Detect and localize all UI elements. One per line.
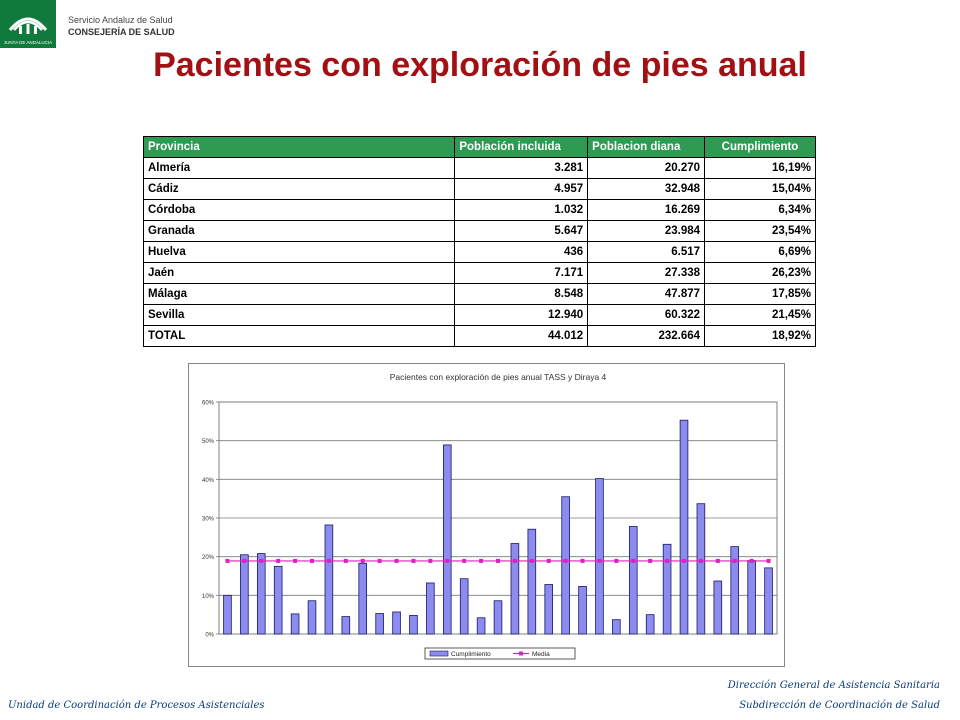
point-media <box>716 559 720 563</box>
bar-cumplimiento <box>240 555 248 634</box>
footer-subdireccion: Subdirección de Coordinación de Salud <box>739 700 940 711</box>
cell-provincia: TOTAL <box>144 326 455 347</box>
page-title: Pacientes con exploración de pies anual <box>153 46 807 84</box>
bar-cumplimiento <box>646 615 654 634</box>
cell-poblacion-diana: 60.322 <box>588 305 705 326</box>
legend-swatch-cumplimiento <box>430 651 448 656</box>
footer-unit: Unidad de Coordinación de Procesos Asistenciales <box>8 700 265 711</box>
bar-cumplimiento <box>308 601 316 634</box>
bar-cumplimiento <box>680 420 688 634</box>
table-row <box>144 179 816 200</box>
table-row <box>144 305 816 326</box>
header-cumplimiento: Cumplimiento <box>705 137 816 158</box>
point-media <box>293 559 297 563</box>
bar-cumplimiento <box>697 504 705 634</box>
bar-cumplimiento <box>714 581 722 634</box>
cell-poblacion-incluida: 8.548 <box>455 284 588 305</box>
cell-cumplimiento: 26,23% <box>705 263 816 284</box>
point-media <box>581 559 585 563</box>
point-media <box>631 559 635 563</box>
y-tick-label: 50% <box>201 439 214 446</box>
point-media <box>530 559 534 563</box>
cell-poblacion-incluida: 1.032 <box>455 200 588 221</box>
bar-cumplimiento <box>342 617 350 634</box>
cell-cumplimiento: 16,19% <box>705 158 816 179</box>
cell-poblacion-diana: 23.984 <box>588 221 705 242</box>
cell-poblacion-incluida: 12.940 <box>455 305 588 326</box>
point-media <box>445 559 449 563</box>
header-poblacion-diana: Poblacion diana <box>588 137 705 158</box>
table-header-row <box>144 137 816 158</box>
table-row <box>144 158 816 179</box>
point-media <box>344 559 348 563</box>
cell-cumplimiento: 15,04% <box>705 179 816 200</box>
bar-cumplimiento <box>596 479 604 634</box>
chart-svg <box>189 364 784 666</box>
point-media <box>767 559 771 563</box>
legend-marker-media <box>519 652 523 656</box>
junta-logo-icon <box>0 0 56 48</box>
bar-cumplimiento <box>443 445 451 634</box>
table-row <box>144 242 816 263</box>
bar-cumplimiento <box>460 579 468 634</box>
cell-cumplimiento: 6,69% <box>705 242 816 263</box>
y-tick-label: 20% <box>201 555 214 562</box>
point-media <box>395 559 399 563</box>
point-media <box>361 559 365 563</box>
junta-logo <box>0 0 56 48</box>
cell-poblacion-incluida: 5.647 <box>455 221 588 242</box>
point-media <box>462 559 466 563</box>
bar-cumplimiento <box>477 618 485 634</box>
table-row <box>144 221 816 242</box>
bar-cumplimiento <box>629 527 637 634</box>
point-media <box>310 559 314 563</box>
y-tick-label: 40% <box>201 477 214 484</box>
cell-provincia: Huelva <box>144 242 455 263</box>
bar-cumplimiento <box>257 554 265 634</box>
logo-caption: JUNTA DE ANDALUCIA <box>3 40 53 45</box>
bar-cumplimiento <box>765 568 773 634</box>
table-row <box>144 200 816 221</box>
cell-poblacion-incluida: 3.281 <box>455 158 588 179</box>
bar-cumplimiento <box>494 601 502 634</box>
point-media <box>547 559 551 563</box>
cell-provincia: Granada <box>144 221 455 242</box>
cell-poblacion-diana: 232.664 <box>588 326 705 347</box>
y-tick-label: 30% <box>201 516 214 523</box>
bar-cumplimiento <box>663 544 671 634</box>
cell-cumplimiento: 6,34% <box>705 200 816 221</box>
point-media <box>564 559 568 563</box>
cell-provincia: Málaga <box>144 284 455 305</box>
y-tick-label: 0% <box>205 632 214 639</box>
table-row <box>144 284 816 305</box>
point-media <box>682 559 686 563</box>
cell-poblacion-diana: 16.269 <box>588 200 705 221</box>
point-media <box>614 559 618 563</box>
cell-provincia: Almería <box>144 158 455 179</box>
cell-provincia: Jaén <box>144 263 455 284</box>
point-media <box>750 559 754 563</box>
point-media <box>513 559 517 563</box>
data-table <box>143 136 816 347</box>
cell-cumplimiento: 21,45% <box>705 305 816 326</box>
cell-poblacion-incluida: 436 <box>455 242 588 263</box>
org-line2: CONSEJERÍA DE SALUD <box>68 27 175 37</box>
cell-poblacion-diana: 27.338 <box>588 263 705 284</box>
cell-provincia: Córdoba <box>144 200 455 221</box>
point-media <box>699 559 703 563</box>
footer-direccion: Dirección General de Asistencia Sanitaria <box>727 680 940 691</box>
cell-provincia: Sevilla <box>144 305 455 326</box>
point-media <box>259 559 263 563</box>
legend-label-media: Media <box>532 651 550 658</box>
point-media <box>411 559 415 563</box>
cell-poblacion-diana: 47.877 <box>588 284 705 305</box>
bar-cumplimiento <box>291 614 299 634</box>
cell-poblacion-incluida: 7.171 <box>455 263 588 284</box>
cell-provincia: Cádiz <box>144 179 455 200</box>
bar-cumplimiento <box>410 615 418 634</box>
point-media <box>242 559 246 563</box>
point-media <box>225 559 229 563</box>
point-media <box>276 559 280 563</box>
bar-cumplimiento <box>528 529 536 634</box>
bar-cumplimiento <box>612 620 620 634</box>
header-provincia: Provincia <box>144 137 455 158</box>
point-media <box>327 559 331 563</box>
bar-cumplimiento <box>748 561 756 634</box>
cell-cumplimiento: 18,92% <box>705 326 816 347</box>
bar-cumplimiento <box>426 583 434 634</box>
cell-cumplimiento: 23,54% <box>705 221 816 242</box>
y-tick-label: 10% <box>201 593 214 600</box>
point-media <box>428 559 432 563</box>
bar-cumplimiento <box>224 595 232 634</box>
point-media <box>648 559 652 563</box>
org-line1: Servicio Andaluz de Salud <box>68 15 173 25</box>
chart-frame <box>188 363 785 667</box>
bar-cumplimiento <box>579 586 587 634</box>
cell-poblacion-diana: 32.948 <box>588 179 705 200</box>
chart-title: Pacientes con exploración de pies anual TASS y Diraya 4 <box>389 372 607 382</box>
point-media <box>597 559 601 563</box>
cell-cumplimiento: 17,85% <box>705 284 816 305</box>
point-media <box>496 559 500 563</box>
point-media <box>378 559 382 563</box>
cell-poblacion-diana: 20.270 <box>588 158 705 179</box>
y-tick-label: 60% <box>201 400 214 407</box>
point-media <box>665 559 669 563</box>
cell-poblacion-incluida: 44.012 <box>455 326 588 347</box>
cell-poblacion-incluida: 4.957 <box>455 179 588 200</box>
bar-cumplimiento <box>376 614 384 634</box>
bar-cumplimiento <box>562 497 570 634</box>
point-media <box>479 559 483 563</box>
legend-label-cumplimiento: Cumplimiento <box>451 651 491 658</box>
bar-cumplimiento <box>545 585 553 634</box>
logo-area <box>0 0 176 48</box>
point-media <box>733 559 737 563</box>
header-poblacion-incluida: Población incluida <box>455 137 588 158</box>
table-row <box>144 263 816 284</box>
bar-cumplimiento <box>393 612 401 634</box>
bar-cumplimiento <box>359 563 367 634</box>
cell-poblacion-diana: 6.517 <box>588 242 705 263</box>
bar-cumplimiento <box>274 566 282 634</box>
bar-cumplimiento <box>325 525 333 634</box>
table-row-total <box>144 326 816 347</box>
bar-cumplimiento <box>511 544 519 634</box>
